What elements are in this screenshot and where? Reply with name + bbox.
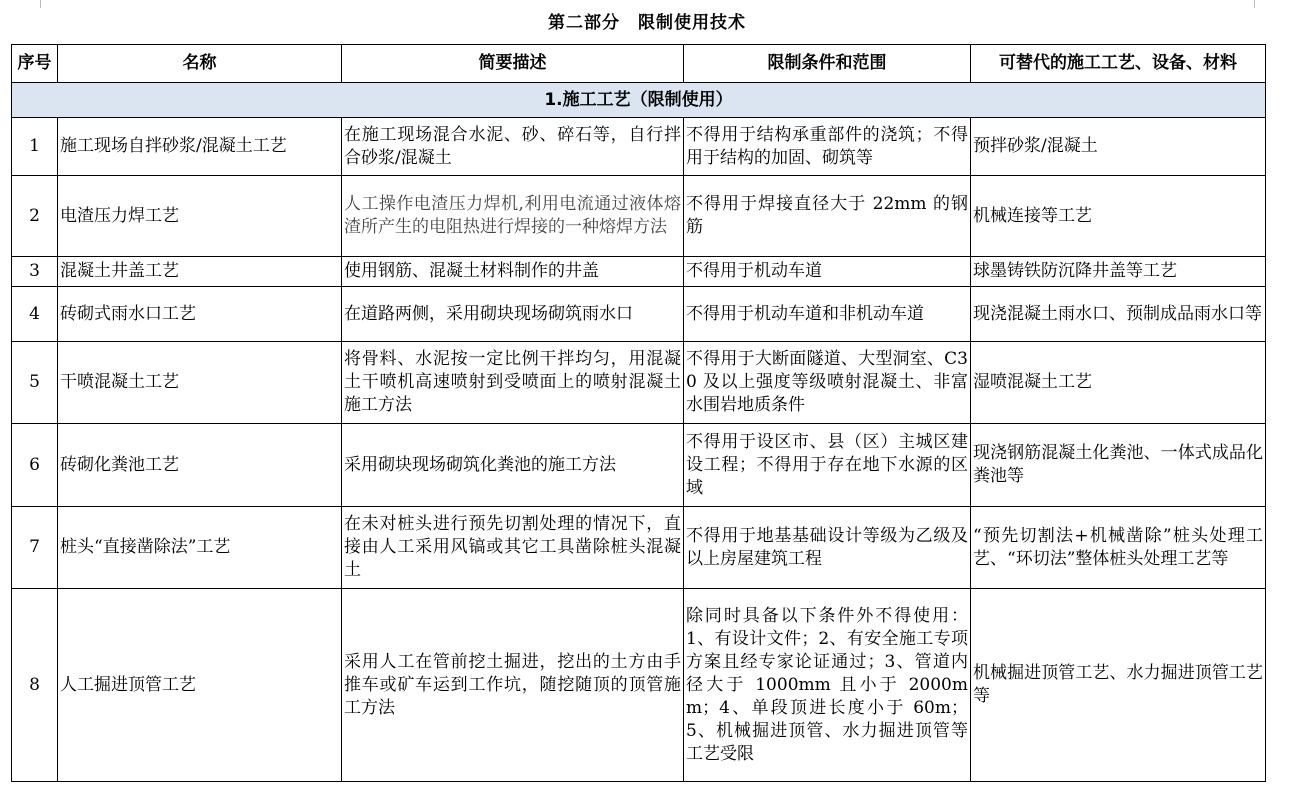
table-row	[12, 507, 1266, 589]
row-name: 砖砌化粪池工艺	[58, 424, 342, 507]
row-desc: 在施工现场混合水泥、砂、碎石等，自行拌合砂浆/混凝土	[342, 118, 684, 176]
header-alt: 可替代的施工工艺、设备、材料	[971, 45, 1266, 83]
row-name: 人工掘进顶管工艺	[58, 589, 342, 782]
table-row	[12, 342, 1266, 424]
table-row	[12, 589, 1266, 782]
row-name: 桩头“直接凿除法”工艺	[58, 507, 342, 589]
table-row	[12, 176, 1266, 257]
table-row	[12, 257, 1266, 287]
row-desc: 使用钢筋、混凝土材料制作的井盖	[342, 257, 684, 287]
row-num: 4	[12, 287, 58, 342]
row-name: 施工现场自拌砂浆/混凝土工艺	[58, 118, 342, 176]
section-row	[12, 83, 1266, 118]
page-corner-mark-right	[1254, 0, 1255, 8]
table-row	[12, 287, 1266, 342]
row-alt: 预拌砂浆/混凝土	[971, 118, 1266, 176]
row-desc: 采用人工在管前挖土掘进，挖出的土方由手推车或矿车运到工作坑，随挖随顶的顶管施工方法	[342, 589, 684, 782]
section-title: 1.施工工艺（限制使用）	[12, 83, 1266, 118]
page-corner-mark-left	[40, 0, 41, 8]
restricted-tech-table	[11, 44, 1266, 782]
row-desc: 将骨料、水泥按一定比例干拌均匀，用混凝土干喷机高速喷射到受喷面上的喷射混凝土施工方法	[342, 342, 684, 424]
row-name: 干喷混凝土工艺	[58, 342, 342, 424]
row-num: 1	[12, 118, 58, 176]
row-desc: 在未对桩头进行预先切割处理的情况下，直接由人工采用风镐或其它工具凿除桩头混凝土	[342, 507, 684, 589]
row-limit: 除同时具备以下条件外不得使用：1、有设计文件；2、有安全施工专项方案且经专家论证通过；3、管道内径大于 1000mm 且小于 2000mm；4、单段顶进长度小于 60m；5、机械掘进顶管、水力掘进顶管等工艺受限	[684, 589, 971, 782]
row-desc: 在道路两侧，采用砌块现场砌筑雨水口	[342, 287, 684, 342]
row-limit: 不得用于结构承重部件的浇筑；不得用于结构的加固、砌筑等	[684, 118, 971, 176]
header-limit: 限制条件和范围	[684, 45, 971, 83]
row-name: 电渣压力焊工艺	[58, 176, 342, 257]
row-alt: 机械掘进顶管工艺、水力掘进顶管工艺等	[971, 589, 1266, 782]
row-num: 8	[12, 589, 58, 782]
row-num: 5	[12, 342, 58, 424]
row-alt: 现浇钢筋混凝土化粪池、一体式成品化粪池等	[971, 424, 1266, 507]
header-row	[12, 45, 1266, 83]
row-alt: 机械连接等工艺	[971, 176, 1266, 257]
table-row	[12, 118, 1266, 176]
row-limit: 不得用于大断面隧道、大型洞室、C30 及以上强度等级喷射混凝土、非富水围岩地质条件	[684, 342, 971, 424]
row-limit: 不得用于焊接直径大于 22mm 的钢筋	[684, 176, 971, 257]
row-num: 3	[12, 257, 58, 287]
row-alt: 湿喷混凝土工艺	[971, 342, 1266, 424]
row-alt: 现浇混凝土雨水口、预制成品雨水口等	[971, 287, 1266, 342]
row-alt: 球墨铸铁防沉降井盖等工艺	[971, 257, 1266, 287]
row-num: 6	[12, 424, 58, 507]
header-desc: 简要描述	[342, 45, 684, 83]
table-row	[12, 424, 1266, 507]
header-num: 序号	[12, 45, 58, 83]
row-limit: 不得用于机动车道	[684, 257, 971, 287]
row-limit: 不得用于机动车道和非机动车道	[684, 287, 971, 342]
page-title: 第二部分 限制使用技术	[548, 13, 746, 33]
row-desc: 采用砌块现场砌筑化粪池的施工方法	[342, 424, 684, 507]
row-name: 砖砌式雨水口工艺	[58, 287, 342, 342]
row-num: 7	[12, 507, 58, 589]
row-limit: 不得用于地基基础设计等级为乙级及以上房屋建筑工程	[684, 507, 971, 589]
row-alt: “预先切割法+机械凿除”桩头处理工艺、“环切法”整体桩头处理工艺等	[971, 507, 1266, 589]
row-name: 混凝土井盖工艺	[58, 257, 342, 287]
row-desc: 人工操作电渣压力焊机,利用电流通过液体熔渣所产生的电阻热进行焊接的一种熔焊方法	[342, 176, 684, 257]
row-num: 2	[12, 176, 58, 257]
row-limit: 不得用于设区市、县（区）主城区建设工程；不得用于存在地下水源的区域	[684, 424, 971, 507]
header-name: 名称	[58, 45, 342, 83]
